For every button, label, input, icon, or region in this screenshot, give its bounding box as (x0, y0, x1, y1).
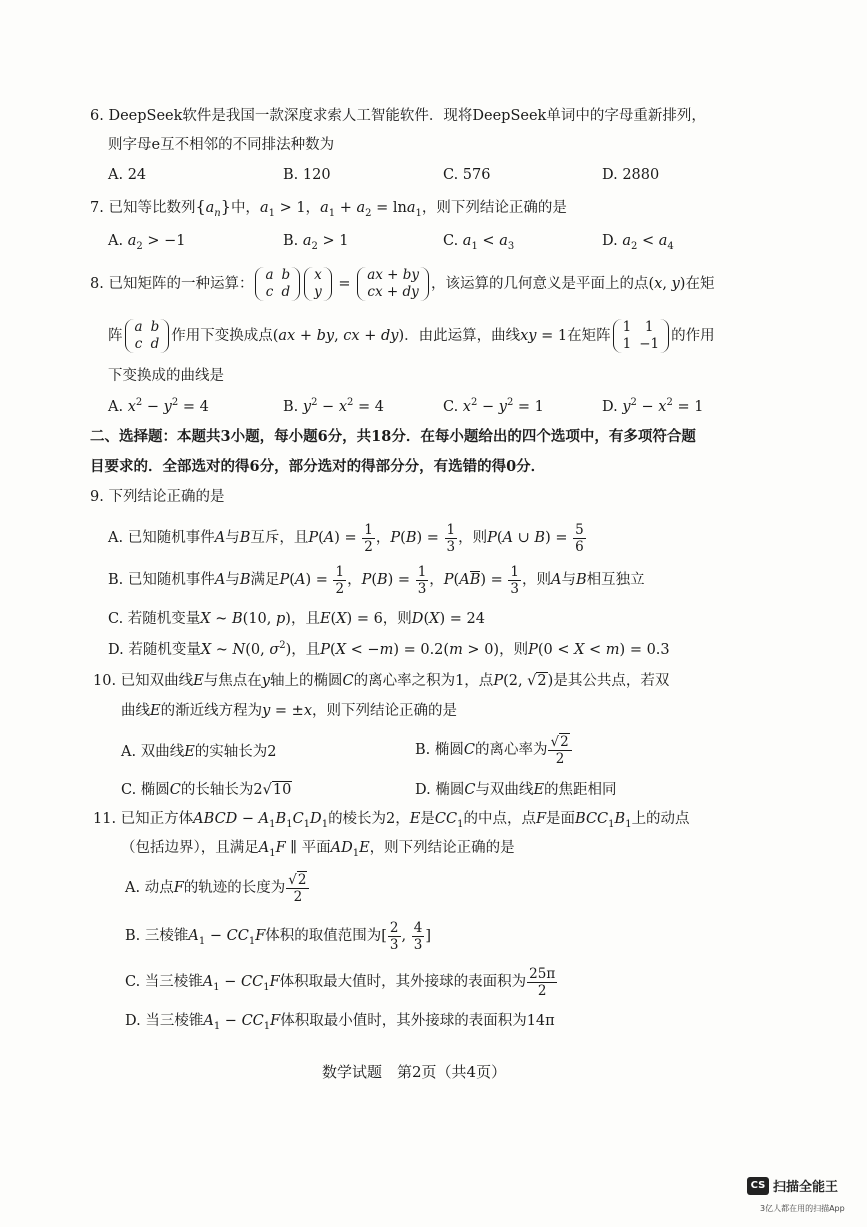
scanner-tagline: 3亿人都在用的扫描App (760, 1204, 845, 1213)
q10-stem-line1: 10. 已知双曲线E与焦点在y轴上的椭圆C的离心率之积为1，点P(2, √2)是其公共点，若双 (93, 673, 670, 689)
q11-option-b: B. 三棱锥$A_1 - CC_1F$体积的取值范围为[ $\frac{2}{3}$ , $\frac{4}{3}$ ] (125, 919, 431, 953)
q8-stem-line1: 8. 已知矩阵的一种运算： a b c d x y = ax + by cx + dy ，该运算的几何意义是平面上的点(x, y)在矩 (90, 267, 715, 300)
q6-option-a: A. 24 (108, 167, 147, 183)
q9-option-a: A. 已知随机事件A与B互斥，且P(A) = $\frac{1}{2}$ ，P(B) = $\frac{1}{3}$ ，则P(A ∪ B) = $\frac{5}{6}$ (108, 521, 584, 555)
q8-option-c: C. $x^2 - y^2 = 1$ (443, 397, 544, 415)
q10-stem-line2: 曲线E的渐近线方程为y = ±x，则下列结论正确的是 (121, 703, 458, 719)
q10-option-d: D. 椭圆C与双曲线E的焦距相同 (415, 782, 617, 798)
q8-option-a: A. $x^2 - y^2 = 4$ (108, 397, 209, 415)
q6-option-d: D. 2880 (602, 167, 660, 183)
q8-option-d: D. $y^2 - x^2 = 1$ (602, 397, 704, 415)
q10-option-b: B. 椭圆C的离心率为 $\frac{√2}{2}$ (415, 732, 573, 768)
q8-option-b: B. $y^2 - x^2 = 4$ (283, 397, 384, 415)
q9-option-b: B. 已知随机事件A与B满足P(A) = $\frac{1}{2}$ ，P(B) = $\frac{1}{3}$ ，P(AB) = $\frac{1}{3}$ ，则A与B相互独立 (108, 563, 645, 597)
scanner-watermark (747, 1176, 838, 1195)
section2-instructions-line1: 二、选择题：本题共3小题，每小题6分，共18分．在每小题给出的四个选项中，有多项符合题 (90, 428, 696, 445)
q11-stem-line1: 11. 已知正方体ABCD − $A_1B_1C_1D_1$的棱长为2，E是$CC_1$的中点，点F是面$BCC_1B_1$上的动点 (93, 811, 690, 830)
q9-option-d: D. 若随机变量X ~ N(0, $\sigma^2$)，且P(X < −m) = 0.2(m > 0)，则P(0 < X < m) = 0.3 (108, 640, 670, 658)
q6-option-c: C. 576 (443, 167, 491, 183)
scanner-app-name: 扫描全能王 (773, 1180, 839, 1195)
q6-option-b: B. 120 (283, 167, 331, 183)
q7-option-d: D. $a_2 < a_4$ (602, 233, 674, 252)
q8-stem-line2: 阵 a b c d 作用下变换成点(ax + by, cx + dy)．由此运算，曲线xy = 1在矩阵 1 1 1 −1 的作用 (108, 319, 715, 352)
q6-stem-line2: 则字母e互不相邻的不同排法种数为 (108, 137, 335, 153)
q7-option-a: A. $a_2 > -1$ (108, 233, 186, 252)
q11-option-c: C. 当三棱锥$A_1 - CC_1F$体积取最大值时，其外接球的表面积为 $\frac{25\pi}{2}$ (125, 965, 556, 999)
q11-stem-line2: （包括边界），且满足$A_1F$ ∥ 平面$AD_1E$，则下列结论正确的是 (121, 840, 515, 859)
cs-logo-icon: CS (747, 1177, 769, 1195)
q7-option-b: B. $a_2 > 1$ (283, 233, 349, 252)
page-footer: 数学试题 第2页（共4页） (322, 1063, 507, 1081)
q9-stem: 9. 下列结论正确的是 (90, 489, 225, 505)
q7-option-c: C. $a_1 < a_3$ (443, 233, 515, 252)
q10-option-c: C. 椭圆C的长轴长为2√10 (121, 782, 292, 798)
q6-stem-line1: 6. DeepSeek软件是我国一款深度求索人工智能软件．现将DeepSeek单词中的字母重新排列， (90, 108, 706, 124)
q8-stem-line3: 下变换成的曲线是 (108, 368, 224, 384)
q11-option-a: A. 动点F的轨迹的长度为 $\frac{√2}{2}$ (125, 870, 310, 906)
section2-instructions-line2: 目要求的．全部选对的得6分，部分选对的得部分分，有选错的得0分． (90, 458, 546, 475)
q10-option-a: A. 双曲线E的实轴长为2 (121, 744, 277, 760)
q9-option-c: C. 若随机变量X ~ B(10, p)，且E(X) = 6，则D(X) = 24 (108, 611, 485, 627)
q11-option-d: D. 当三棱锥$A_1 - CC_1F$体积取最小值时，其外接球的表面积为14π (125, 1013, 555, 1032)
q7-stem: 7. 已知等比数列$\{a_n\}$中，$a_1 > 1$，$a_1 + a_2 = \ln a_1$，则下列结论正确的是 (90, 197, 567, 219)
